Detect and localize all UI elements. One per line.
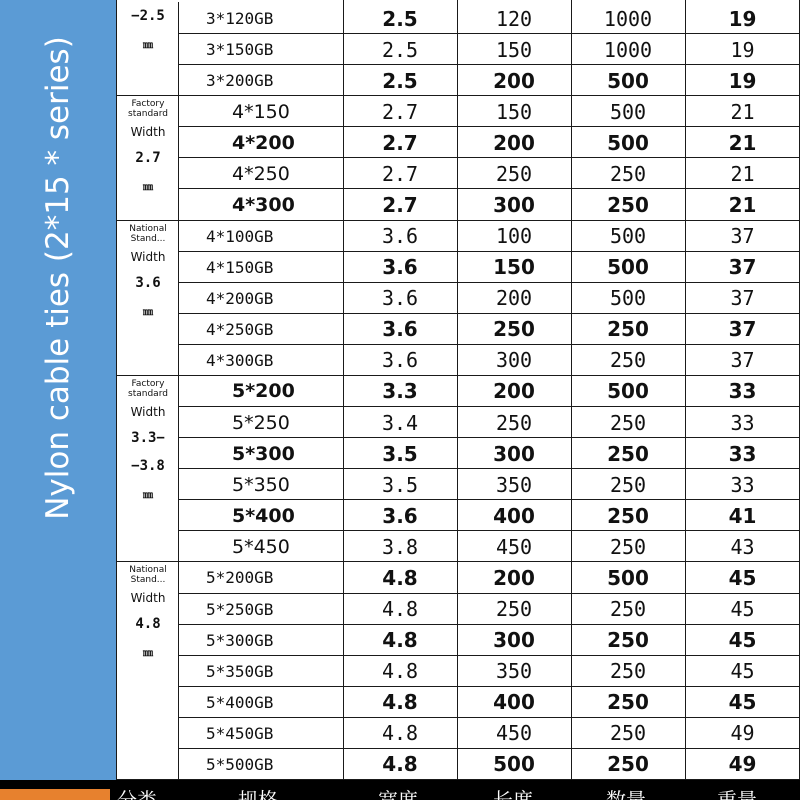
- column-divider: [178, 344, 179, 375]
- cell-quantity: 250: [607, 628, 649, 653]
- cell-weight: 37: [730, 224, 755, 249]
- cell-length: 100: [495, 224, 533, 249]
- sidebar-panel: [0, 0, 116, 780]
- cell-spec: 5*450: [232, 535, 290, 558]
- cell-length: 450: [495, 534, 533, 559]
- cell-weight: 37: [728, 317, 757, 342]
- cell-quantity: 250: [609, 348, 647, 373]
- category-unit: ㎜: [143, 182, 153, 194]
- cell-width: 4.8: [381, 597, 419, 622]
- footer-header-label: 分类: [117, 788, 157, 812]
- cell-length: 300: [493, 193, 535, 217]
- cell-quantity: 250: [609, 597, 647, 622]
- column-divider: [178, 748, 179, 779]
- cell-spec: 5*300: [232, 442, 295, 465]
- category-width-value: 4.8: [135, 616, 161, 633]
- cell-spec: 3*150GB: [206, 40, 274, 60]
- cell-weight: 37: [728, 255, 757, 280]
- cell-length: 450: [495, 721, 533, 746]
- footer-header-label: 宽度: [378, 788, 418, 812]
- column-divider: [178, 468, 179, 499]
- cell-width: 4.8: [382, 565, 418, 590]
- cell-width: 3.6: [381, 224, 419, 249]
- column-divider: [178, 157, 179, 188]
- cell-width: 3.8: [381, 534, 419, 559]
- column-divider: [178, 188, 179, 219]
- cell-spec: 4*250: [232, 162, 290, 185]
- column-divider: [178, 282, 179, 313]
- column-divider: [178, 126, 179, 157]
- cell-spec: 5*500GB: [206, 754, 274, 774]
- cell-spec: 5*300GB: [206, 630, 274, 650]
- cell-weight: 21: [728, 193, 757, 217]
- cell-length: 400: [493, 690, 535, 715]
- cell-width: 2.5: [382, 68, 418, 93]
- footer-accent-bar: [0, 789, 110, 800]
- cell-quantity: 250: [607, 690, 649, 715]
- cell-spec: 4*300GB: [206, 350, 274, 370]
- cell-spec: 3*120GB: [206, 9, 274, 29]
- column-divider: [178, 686, 179, 717]
- footer-header-label: 数量: [606, 788, 646, 812]
- category-tag: Stand...: [130, 233, 166, 244]
- cell-width: 3.5: [381, 472, 419, 497]
- category-width-value: −3.8: [131, 457, 165, 474]
- cell-length: 150: [495, 37, 533, 62]
- cell-width: 2.7: [382, 130, 418, 155]
- cell-quantity: 1000: [603, 6, 653, 31]
- category-width-label: Width: [130, 249, 166, 264]
- cell-length: 250: [495, 597, 533, 622]
- cell-width: 3.6: [381, 286, 419, 311]
- cell-length: 120: [495, 6, 533, 31]
- cell-spec: 5*350GB: [206, 661, 274, 681]
- column-divider: [116, 0, 117, 779]
- footer-header-label: 规格: [238, 788, 278, 812]
- footer-header-label: 重量: [717, 788, 757, 812]
- cell-width: 3.3: [382, 379, 418, 404]
- column-divider: [178, 499, 179, 530]
- cell-weight: 21: [730, 161, 755, 186]
- cell-length: 350: [495, 659, 533, 684]
- cell-weight: 37: [730, 286, 755, 311]
- cell-length: 300: [493, 628, 535, 653]
- footer-header-label: 长度: [493, 788, 533, 812]
- cell-spec: 4*100GB: [206, 226, 274, 246]
- cell-spec: 4*200GB: [206, 288, 274, 308]
- column-divider: [178, 406, 179, 437]
- cell-quantity: 250: [609, 161, 647, 186]
- cell-width: 3.6: [382, 255, 418, 280]
- column-divider: [178, 561, 179, 592]
- cell-quantity: 250: [607, 193, 649, 217]
- cell-quantity: 250: [607, 441, 649, 466]
- cell-weight: 33: [730, 472, 755, 497]
- cell-length: 200: [493, 130, 535, 155]
- cell-spec: 5*400GB: [206, 692, 274, 712]
- category-width-label: Width: [130, 591, 166, 606]
- column-divider: [178, 717, 179, 748]
- cell-width: 4.8: [382, 628, 418, 653]
- cell-quantity: 500: [609, 286, 647, 311]
- category-tag: National: [129, 565, 167, 576]
- cell-weight: 45: [730, 659, 755, 684]
- cell-length: 350: [495, 472, 533, 497]
- cell-weight: 19: [728, 68, 757, 93]
- category-width-label: Width: [130, 404, 166, 419]
- cell-width: 2.7: [381, 99, 419, 124]
- cell-quantity: 500: [607, 379, 649, 404]
- cell-width: 4.8: [381, 721, 419, 746]
- cell-spec: 5*200GB: [206, 568, 274, 588]
- cell-width: 3.6: [381, 348, 419, 373]
- cell-length: 150: [495, 99, 533, 124]
- category-width-value: −2.5: [131, 8, 165, 24]
- category-unit: ㎜: [143, 306, 153, 318]
- cell-weight: 33: [728, 379, 757, 404]
- cell-width: 3.6: [382, 503, 418, 528]
- cell-width: 3.4: [381, 410, 419, 435]
- cell-spec: 3*200GB: [206, 71, 274, 91]
- column-divider: [178, 313, 179, 344]
- cell-spec: 4*300: [232, 194, 295, 216]
- column-divider: [178, 220, 179, 251]
- column-divider: [178, 375, 179, 406]
- cell-weight: 45: [728, 628, 757, 653]
- cell-weight: 37: [730, 348, 755, 373]
- cell-spec: 5*400: [232, 504, 295, 527]
- column-divider: [178, 655, 179, 686]
- cell-weight: 19: [728, 6, 757, 31]
- cell-width: 4.8: [382, 752, 418, 777]
- cell-quantity: 1000: [603, 37, 653, 62]
- column-divider: [178, 530, 179, 561]
- cell-length: 250: [495, 410, 533, 435]
- cell-weight: 45: [728, 565, 757, 590]
- cell-width: 3.5: [382, 441, 418, 466]
- cell-spec: 5*450GB: [206, 723, 274, 743]
- category-unit: ㎜: [143, 648, 153, 660]
- cell-length: 300: [495, 348, 533, 373]
- cell-quantity: 250: [607, 503, 649, 528]
- cell-weight: 33: [728, 441, 757, 466]
- cell-spec: 5*200: [232, 380, 295, 403]
- cell-width: 2.7: [382, 193, 418, 217]
- cell-weight: 21: [730, 99, 755, 124]
- column-divider: [178, 2, 179, 33]
- cell-spec: 4*150GB: [206, 257, 274, 277]
- cell-weight: 43: [730, 534, 755, 559]
- category-tag: Stand...: [130, 575, 166, 586]
- cell-quantity: 500: [607, 255, 649, 280]
- category-unit: ㎜: [143, 40, 153, 51]
- column-divider: [178, 593, 179, 624]
- cell-quantity: 250: [609, 472, 647, 497]
- column-divider: [178, 251, 179, 282]
- cell-weight: 45: [728, 690, 757, 715]
- cell-quantity: 250: [609, 659, 647, 684]
- cell-length: 300: [493, 441, 535, 466]
- cell-quantity: 500: [607, 565, 649, 590]
- cell-width: 3.6: [382, 317, 418, 342]
- column-divider: [178, 33, 179, 64]
- category-width-value: 2.7: [135, 150, 161, 167]
- cell-width: 2.5: [382, 6, 418, 31]
- cell-width: 4.8: [382, 690, 418, 715]
- cell-length: 250: [495, 161, 533, 186]
- cell-length: 200: [493, 565, 535, 590]
- cell-spec: 5*250: [232, 411, 290, 434]
- cell-length: 150: [493, 255, 535, 280]
- cell-width: 2.5: [381, 37, 419, 62]
- cell-weight: 49: [728, 752, 757, 777]
- cell-quantity: 250: [609, 410, 647, 435]
- cell-spec: 4*250GB: [206, 319, 274, 339]
- cell-length: 400: [493, 503, 535, 528]
- cell-quantity: 250: [607, 752, 649, 777]
- category-tag: Factory: [131, 99, 165, 110]
- cell-quantity: 250: [607, 317, 649, 342]
- category-width-value: 3.3−: [131, 429, 165, 446]
- category-width-label: Width: [130, 125, 166, 140]
- cell-length: 500: [493, 752, 535, 777]
- cell-spec: 5*250GB: [206, 599, 274, 619]
- cell-weight: 45: [730, 597, 755, 622]
- category-tag: standard: [128, 388, 168, 399]
- category-tag: Factory: [131, 378, 165, 389]
- cell-width: 4.8: [381, 659, 419, 684]
- column-divider: [178, 95, 179, 126]
- category-unit: ㎜: [143, 489, 153, 501]
- cell-quantity: 500: [607, 68, 649, 93]
- sidebar-title: Nylon cable ties (2*15 * series): [40, 36, 76, 520]
- cell-length: 200: [495, 286, 533, 311]
- cell-quantity: 500: [609, 99, 647, 124]
- cell-spec: 5*350: [232, 473, 290, 496]
- category-tag: National: [129, 223, 167, 234]
- cell-quantity: 250: [609, 534, 647, 559]
- column-divider: [178, 437, 179, 468]
- cell-weight: 19: [730, 37, 755, 62]
- cell-weight: 41: [728, 503, 757, 528]
- cell-spec: 4*200: [232, 131, 295, 154]
- cell-weight: 33: [730, 410, 755, 435]
- cell-length: 250: [493, 317, 535, 342]
- column-divider: [178, 624, 179, 655]
- cell-width: 2.7: [381, 161, 419, 186]
- cell-length: 200: [493, 379, 535, 404]
- cell-weight: 21: [728, 130, 757, 155]
- cell-spec: 4*150: [232, 100, 290, 123]
- category-width-value: 3.6: [135, 274, 161, 291]
- category-tag: standard: [128, 109, 168, 120]
- cell-weight: 49: [730, 721, 755, 746]
- cell-length: 200: [493, 68, 535, 93]
- cell-quantity: 500: [607, 130, 649, 155]
- column-divider: [178, 64, 179, 95]
- cell-quantity: 500: [609, 224, 647, 249]
- cell-quantity: 250: [609, 721, 647, 746]
